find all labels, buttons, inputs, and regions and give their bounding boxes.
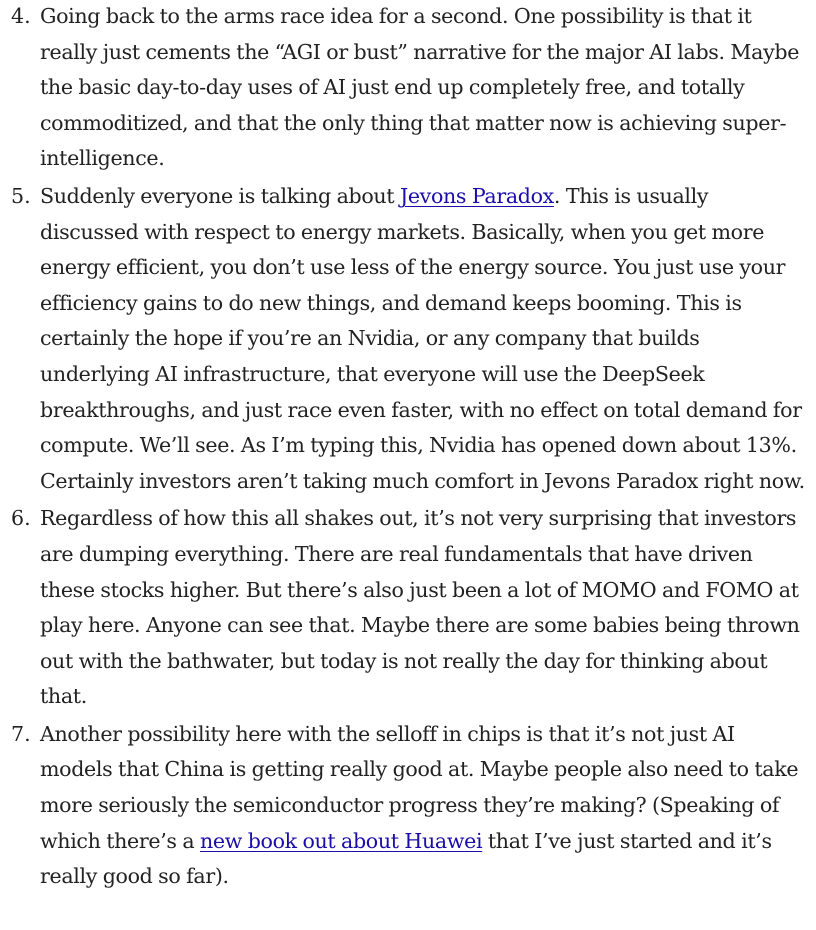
huawei-book-link[interactable]: new book out about Huawei: [199, 828, 483, 853]
list-item: [0, 179, 816, 499]
list-item-number: 5.: [11, 183, 31, 208]
list-item-number: 4.: [11, 4, 31, 28]
list-item-text: [40, 717, 810, 895]
list-item: [0, 501, 816, 715]
list-item: [0, 717, 816, 895]
text-segment: Suddenly everyone is talking about: [40, 183, 400, 208]
list-item: [0, 0, 816, 177]
list-item-text: [40, 179, 810, 499]
list-item-number: 7.: [11, 721, 31, 746]
list-item-text: Regardless of how this all shakes out, it’s not very surprising that investors are dumping everything. There are real fundamentals that have driven these stocks higher. But there’s also just been a lot of MOMO and FOMO at play here. Anyone can see that. Maybe there are some babies being thrown out with the bathwater, but today is not really the day for thinking about that.: [40, 506, 800, 709]
jevons-paradox-link[interactable]: Jevons Paradox: [399, 183, 554, 208]
list-item-text: Going back to the arms race idea for a second. One possibility is that it really just cements the “AGI or bust” narrative for the major AI labs. Maybe the basic day-to-day uses of AI just end up completely free, and totally commoditized, and that the only thing that matter now is achieving super-intelligence.: [40, 4, 800, 171]
text-segment: . This is usually discussed with respect to energy markets. Basically, when you get more energy efficient, you don’t use less of the energy source. You just use your efficiency gains to do new things, and demand keeps booming. This is certainly the hope if you’re an Nvidia, or any company that builds underlying AI infrastructure, that everyone will use the DeepSeek breakthroughs, and just race even faster, with no effect on total demand for compute. We’ll see. As I’m typing this, Nvidia has opened down about 13%. Certainly investors aren’t taking much comfort in Jevons Paradox right now.: [40, 183, 805, 493]
list-item-number: 6.: [11, 506, 31, 531]
text-segment: that I’ve just started and it’s really good so far).: [40, 828, 772, 889]
text-segment: Another possibility here with the selloff in chips is that it’s not just AI models that China is getting really good at. Maybe people also need to take more seriously the semiconductor progress they’re making? (Speaking of which there’s a: [40, 721, 799, 853]
